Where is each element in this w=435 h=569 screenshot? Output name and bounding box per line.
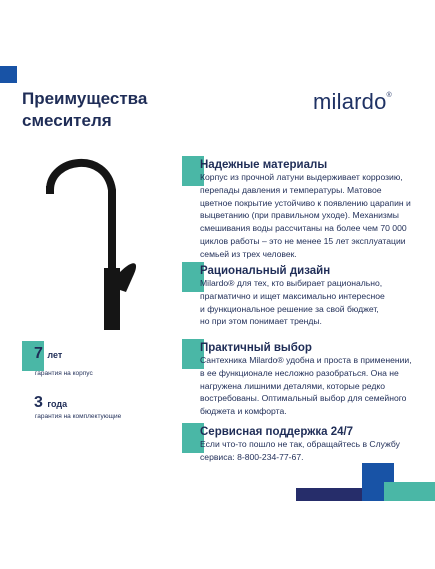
feature-text: [200, 438, 430, 464]
feature-support: [200, 426, 430, 464]
feature-line: востребованы. Оптимальный выбор для семейного: [200, 393, 407, 404]
feature-title: Рациональный дизайн: [200, 265, 331, 277]
feature-title: Сервисная поддержка 24/7: [200, 426, 354, 438]
feature-title: Практичный выбор: [200, 342, 312, 354]
brand-registered-mark: ®: [386, 92, 392, 99]
feature-line: в ее функционале несложно разобраться. Она не: [200, 367, 399, 378]
stat-unit: лет: [47, 350, 63, 360]
stat-caption: гарантия на корпус: [35, 370, 93, 377]
feature-line: нагружена лишними деталями, которые редко: [200, 380, 386, 391]
feature-line: сервиса: 8-800-234-77-67.: [200, 451, 304, 462]
feature-title: Надежные материалы: [200, 159, 328, 171]
stat-number: 7: [34, 345, 43, 362]
feature-line: и функциональное решение за свой бюджет,: [200, 303, 379, 314]
feature-line: Корпус из прочной латуни выдерживает коррозию,: [200, 172, 403, 182]
feature-materials: [200, 159, 430, 261]
feature-text: [200, 277, 430, 328]
stat-warranty-body: [34, 345, 62, 363]
title-line-1: Преимущества: [22, 89, 148, 108]
feature-line: семьей из трех человек.: [200, 248, 297, 259]
brand-name: milardo: [313, 89, 387, 114]
feature-line: Сантехника Milardo® удобна и проста в применении,: [200, 355, 412, 365]
feature-line: циклов работы – это не менее 15 лет эксплуатации: [200, 235, 406, 246]
feature-practical: [200, 342, 430, 418]
stat-number: 3: [34, 394, 43, 411]
brand-logo: [313, 89, 392, 115]
faucet-icon: [28, 150, 138, 330]
feature-line: но при этом понимает тренды.: [200, 316, 322, 327]
page-title: [22, 88, 222, 132]
stat-unit: года: [47, 399, 68, 409]
feature-design: [200, 265, 430, 328]
feature-line: выцветанию (при правильном уходе). Механизмы: [200, 210, 399, 221]
feature-line: Если что-то пошло не так, обращайтесь в Службу: [200, 439, 400, 449]
decor-block-teal: [384, 482, 435, 501]
feature-text: [200, 171, 430, 261]
feature-line: смешивания воды рассчитаны на более чем 70 000: [200, 223, 407, 234]
feature-line: перепады давления и температуры. Матовое: [200, 184, 382, 195]
feature-text: [200, 354, 430, 418]
feature-line: прагматично и ищет максимально интересное: [200, 290, 385, 301]
stat-warranty-parts: [34, 394, 67, 412]
stat-caption: гарантия на комплектующие: [35, 413, 122, 420]
feature-line: бюджета и комфорта.: [200, 406, 287, 417]
corner-accent-square: [0, 66, 17, 83]
title-line-2: смесителя: [22, 111, 112, 130]
feature-line: цветное покрытие устойчиво к появлению царапин и: [200, 197, 411, 208]
feature-line: Milardo® для тех, кто выбирает рационально,: [200, 278, 383, 288]
